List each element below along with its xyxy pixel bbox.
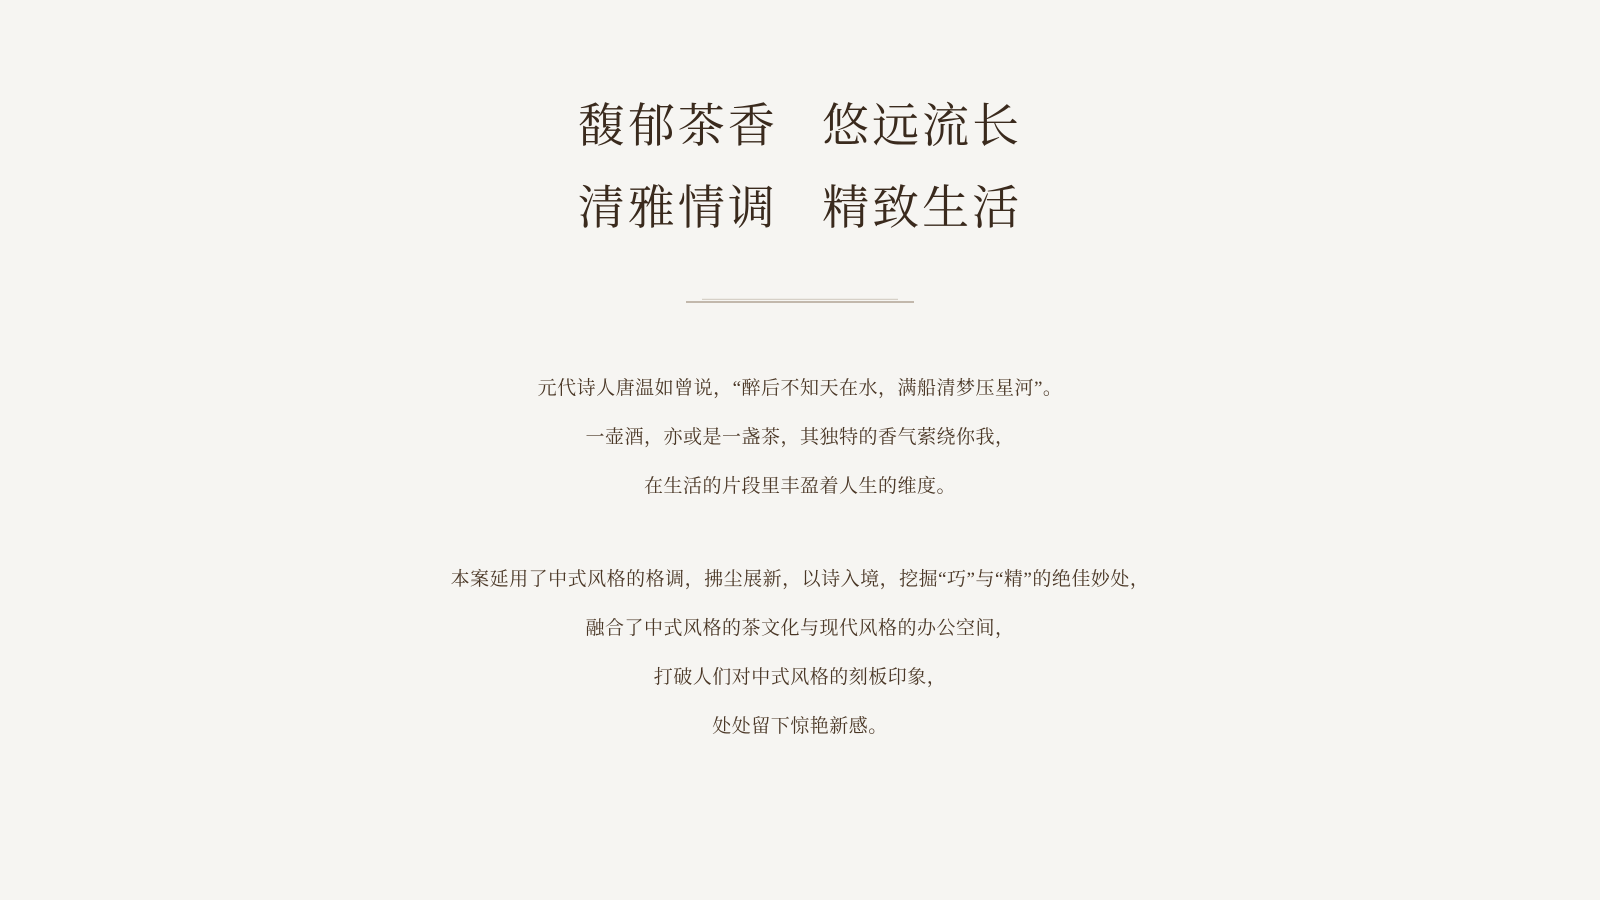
paragraph-quote <box>538 364 1063 511</box>
headline-line-1: 馥郁茶香 悠远流长 <box>577 101 1023 153</box>
paragraph-description <box>451 555 1150 751</box>
headline-line-2: 清雅情调 精致生活 <box>577 183 1023 235</box>
paragraph-line: 融合了中式风格的茶文化与现代风格的办公空间， <box>585 618 1015 639</box>
paragraph-line: 打破人们对中式风格的刻板印象， <box>653 667 947 688</box>
divider <box>0 292 1600 312</box>
paragraph-line: 一壶酒，亦或是一盏茶，其独特的香气萦绕你我， <box>585 427 1015 448</box>
paragraph-line: 在生活的片段里丰盈着人生的维度。 <box>643 476 956 497</box>
page-title <box>578 86 1022 250</box>
horizontal-rule-ornament-icon <box>684 296 916 308</box>
paragraph-line: 元代诗人唐温如曾说，“醉后不知天在水，满船清梦压星河”。 <box>537 378 1063 399</box>
paragraph-line: 处处留下惊艳新感。 <box>712 716 888 737</box>
paragraph-line: 本案延用了中式风格的格调，拂尘展新，以诗入境，挖掘“巧”与“精”的绝佳妙处， <box>450 569 1150 590</box>
